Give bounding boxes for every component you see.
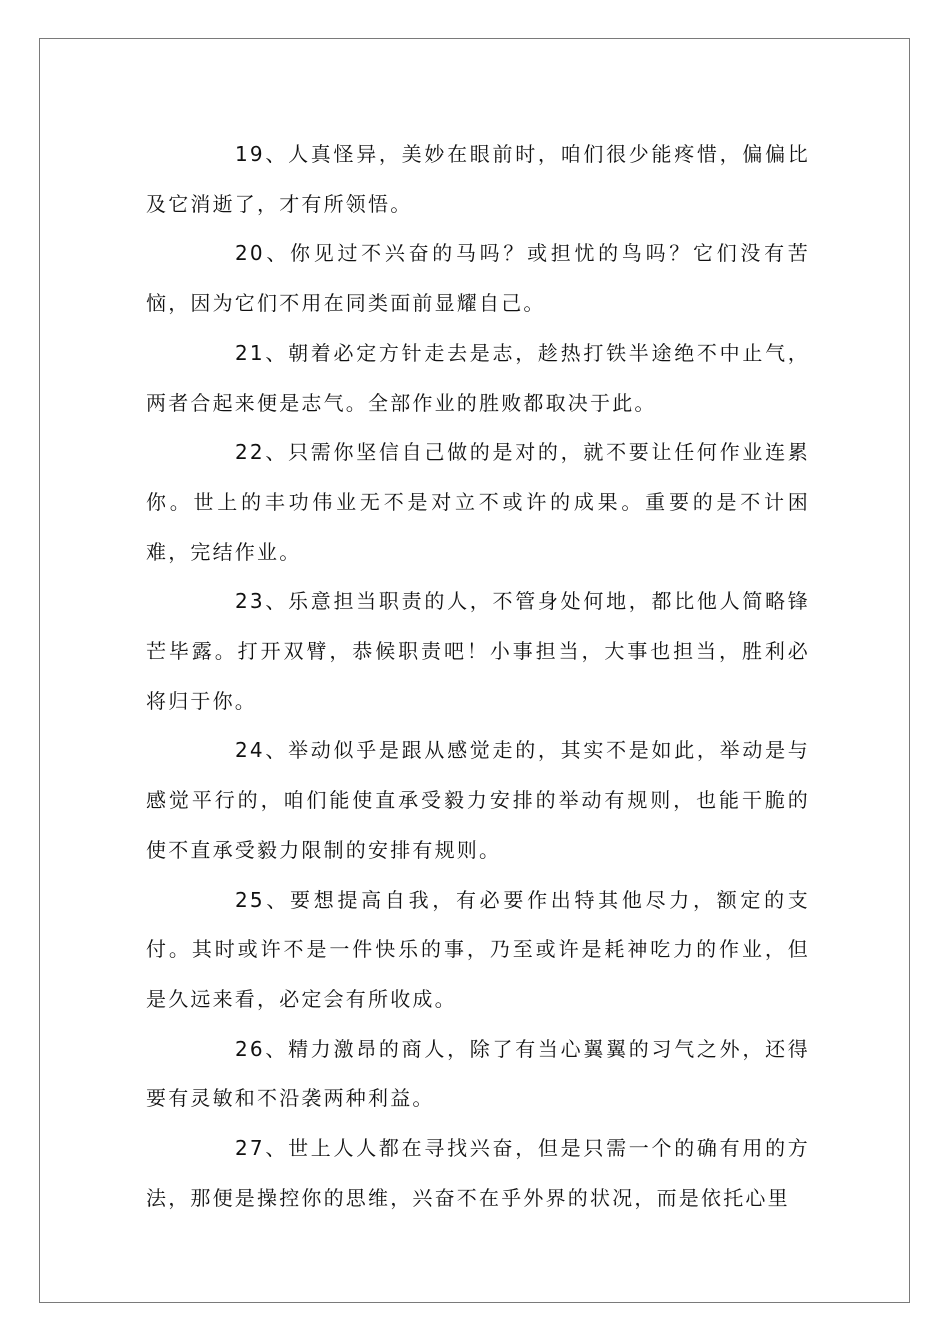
paragraph-20: 20、你见过不兴奋的马吗？或担忧的鸟吗？它们没有苦恼，因为它们不用在同类面前显耀自己。 <box>146 241 810 316</box>
paragraph-27: 27、世上人人都在寻找兴奋，但是只需一个的确有用的方法，那便是操控你的思维，兴奋不在乎外界的状况，而是依托心里 <box>146 1136 810 1210</box>
paragraph-21: 21、朝着必定方针走去是志，趁热打铁半途绝不中止气，两者合起来便是志气。全部作业的胜败都取决于此。 <box>146 340 810 415</box>
paragraph-23: 23、乐意担当职责的人，不管身处何地，都比他人简略锋芒毕露。打开双臂，恭候职责吧！小事担当，大事也担当，胜利必将归于你。 <box>146 589 810 713</box>
paragraph-24: 24、举动似乎是跟从感觉走的，其实不是如此，举动是与感觉平行的，咱们能使直承受毅力安排的举动有规则，也能干脆的使不直承受毅力限制的安排有规则。 <box>146 738 810 862</box>
paragraph-19: 19、人真怪异，美妙在眼前时，咱们很少能疼惜，偏偏比及它消逝了，才有所领悟。 <box>146 142 810 216</box>
paragraph-26: 26、精力激昂的商人，除了有当心翼翼的习气之外，还得要有灵敏和不沿袭两种利益。 <box>146 1036 810 1111</box>
paragraph-25: 25、要想提高自我，有必要作出特其他尽力，额定的支付。其时或许不是一件快乐的事，乃至或许是耗神吃力的作业，但是久远来看，必定会有所收成。 <box>146 887 810 1011</box>
paragraph-22: 22、只需你坚信自己做的是对的，就不要让任何作业连累你。世上的丰功伟业无不是对立不或许的成果。重要的是不计困难，完结作业。 <box>146 440 810 564</box>
document-body <box>146 130 810 1223</box>
